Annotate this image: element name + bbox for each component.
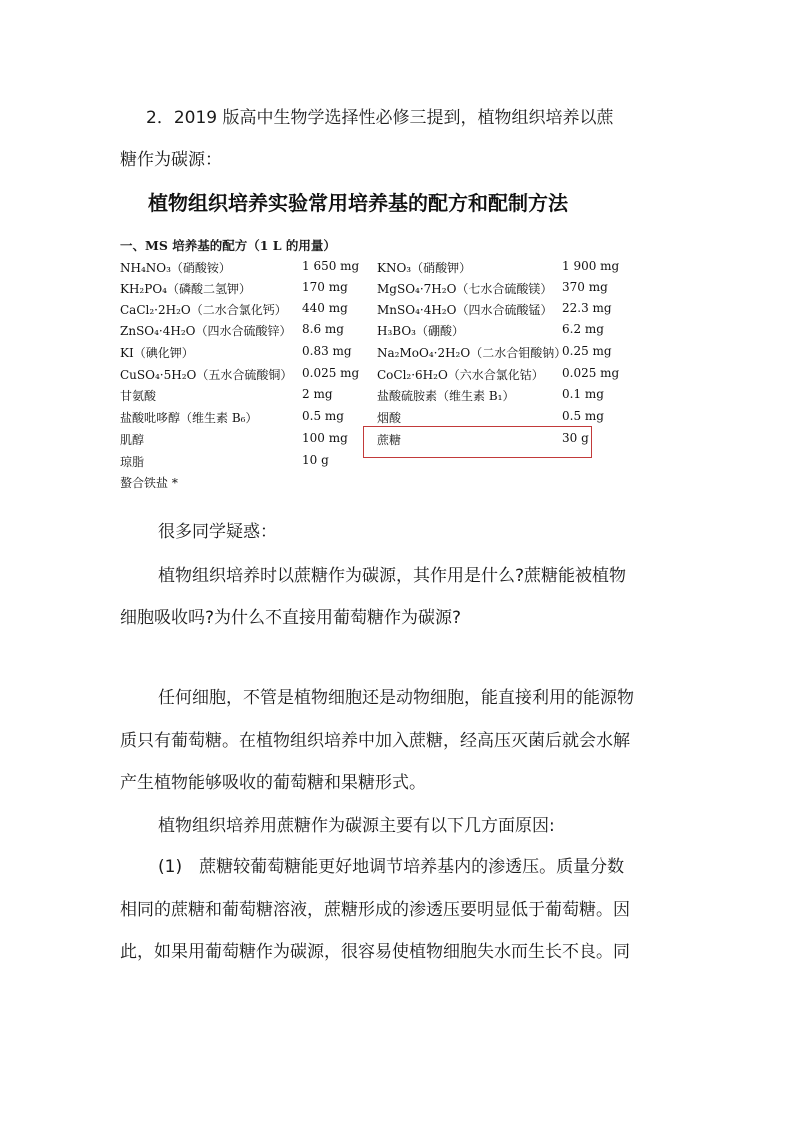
sucrose-highlight-box bbox=[363, 426, 592, 458]
table-cell-amount: 22.3 mg bbox=[562, 301, 612, 315]
table-cell-amount: 0.83 mg bbox=[302, 344, 352, 358]
table-cell-name: KH₂PO₄（磷酸二氢钾） bbox=[120, 282, 251, 296]
table-cell-name: CaCl₂·2H₂O（二水合氯化钙） bbox=[120, 303, 287, 317]
table-cell-amount: 0.025 mg bbox=[562, 366, 620, 380]
question-intro: 很多同学疑惑： bbox=[158, 522, 277, 542]
table-cell-name: KI（碘化钾） bbox=[120, 346, 194, 360]
question-line-1: 植物组织培养时以蔗糖作为碳源，其作用是什么?蔗糖能被植物 bbox=[158, 566, 627, 586]
table-cell-name: CoCl₂·6H₂O（六水合氯化钴） bbox=[377, 368, 544, 382]
table-cell-name: MgSO₄·7H₂O（七水合硫酸镁） bbox=[377, 282, 553, 296]
table-cell-amount: 8.6 mg bbox=[302, 322, 344, 336]
table-cell-amount: 2 mg bbox=[302, 387, 333, 401]
table-cell-amount: 0.025 mg bbox=[302, 366, 360, 380]
figure-subheading: 一、MS 培养基的配方（1 L 的用量） bbox=[120, 238, 336, 253]
table-cell-amount: 0.5 mg bbox=[302, 409, 344, 423]
reason-1-line-1: (1) 蔗糖较葡萄糖能更好地调节培养基内的渗透压。质量分数 bbox=[158, 857, 625, 877]
intro-line-1: 2．2019 版高中生物学选择性必修三提到，植物组织培养以蔗 bbox=[146, 108, 614, 128]
table-cell-amount: 10 g bbox=[302, 453, 329, 467]
table-cell-amount: 370 mg bbox=[562, 280, 608, 294]
table-cell-amount: 440 mg bbox=[302, 301, 348, 315]
intro-line-2: 糖作为碳源： bbox=[120, 150, 222, 170]
table-cell-name: Na₂MoO₄·2H₂O（二水合钼酸钠） bbox=[377, 346, 567, 360]
table-cell-name: 螯合铁盐 * bbox=[120, 476, 178, 490]
table-cell-amount: 100 mg bbox=[302, 431, 348, 445]
sucrose-name: 蔗糖 bbox=[377, 433, 402, 447]
table-cell-name: MnSO₄·4H₂O（四水合硫酸锰） bbox=[377, 303, 553, 317]
table-cell-amount: 0.5 mg bbox=[562, 409, 604, 423]
table-cell-name: 盐酸硫胺素（维生素 B₁） bbox=[377, 389, 515, 403]
table-cell-name: NH₄NO₃（硝酸铵） bbox=[120, 261, 231, 275]
table-cell-name: 琼脂 bbox=[120, 455, 145, 469]
table-cell-name: CuSO₄·5H₂O（五水合硫酸铜） bbox=[120, 368, 293, 382]
table-cell-amount: 170 mg bbox=[302, 280, 348, 294]
figure-title: 植物组织培养实验常用培养基的配方和配制方法 bbox=[148, 191, 568, 215]
table-cell-name: ZnSO₄·4H₂O（四水合硫酸锌） bbox=[120, 324, 292, 338]
table-cell-name: 肌醇 bbox=[120, 433, 145, 447]
table-cell-name: 甘氨酸 bbox=[120, 389, 157, 403]
reasons-intro: 植物组织培养用蔗糖作为碳源主要有以下几方面原因: bbox=[158, 816, 555, 836]
reason-1-line-2: 相同的蔗糖和葡萄糖溶液，蔗糖形成的渗透压要明显低于葡萄糖。因 bbox=[120, 900, 630, 920]
table-cell-amount: 0.1 mg bbox=[562, 387, 604, 401]
answer-line-1: 任何细胞，不管是植物细胞还是动物细胞，能直接利用的能源物 bbox=[158, 688, 634, 708]
answer-line-3: 产生植物能够吸收的葡萄糖和果糖形式。 bbox=[120, 773, 426, 793]
table-cell-amount: 1 900 mg bbox=[562, 259, 620, 273]
table-cell-amount: 1 650 mg bbox=[302, 259, 360, 273]
answer-line-2: 质只有葡萄糖。在植物组织培养中加入蔗糖，经高压灭菌后就会水解 bbox=[120, 731, 630, 751]
table-cell-name: 烟酸 bbox=[377, 411, 402, 425]
table-cell-amount: 6.2 mg bbox=[562, 322, 604, 336]
table-cell-name: H₃BO₃（硼酸） bbox=[377, 324, 464, 338]
table-cell-name: KNO₃（硝酸钾） bbox=[377, 261, 472, 275]
question-line-2: 细胞吸收吗?为什么不直接用葡萄糖作为碳源? bbox=[120, 608, 462, 628]
reason-1-line-3: 此，如果用葡萄糖作为碳源，很容易使植物细胞失水而生长不良。同 bbox=[120, 942, 630, 962]
table-cell-name: 盐酸吡哆醇（维生素 B₆） bbox=[120, 411, 258, 425]
sucrose-amount: 30 g bbox=[562, 431, 589, 445]
table-cell-amount: 0.25 mg bbox=[562, 344, 612, 358]
